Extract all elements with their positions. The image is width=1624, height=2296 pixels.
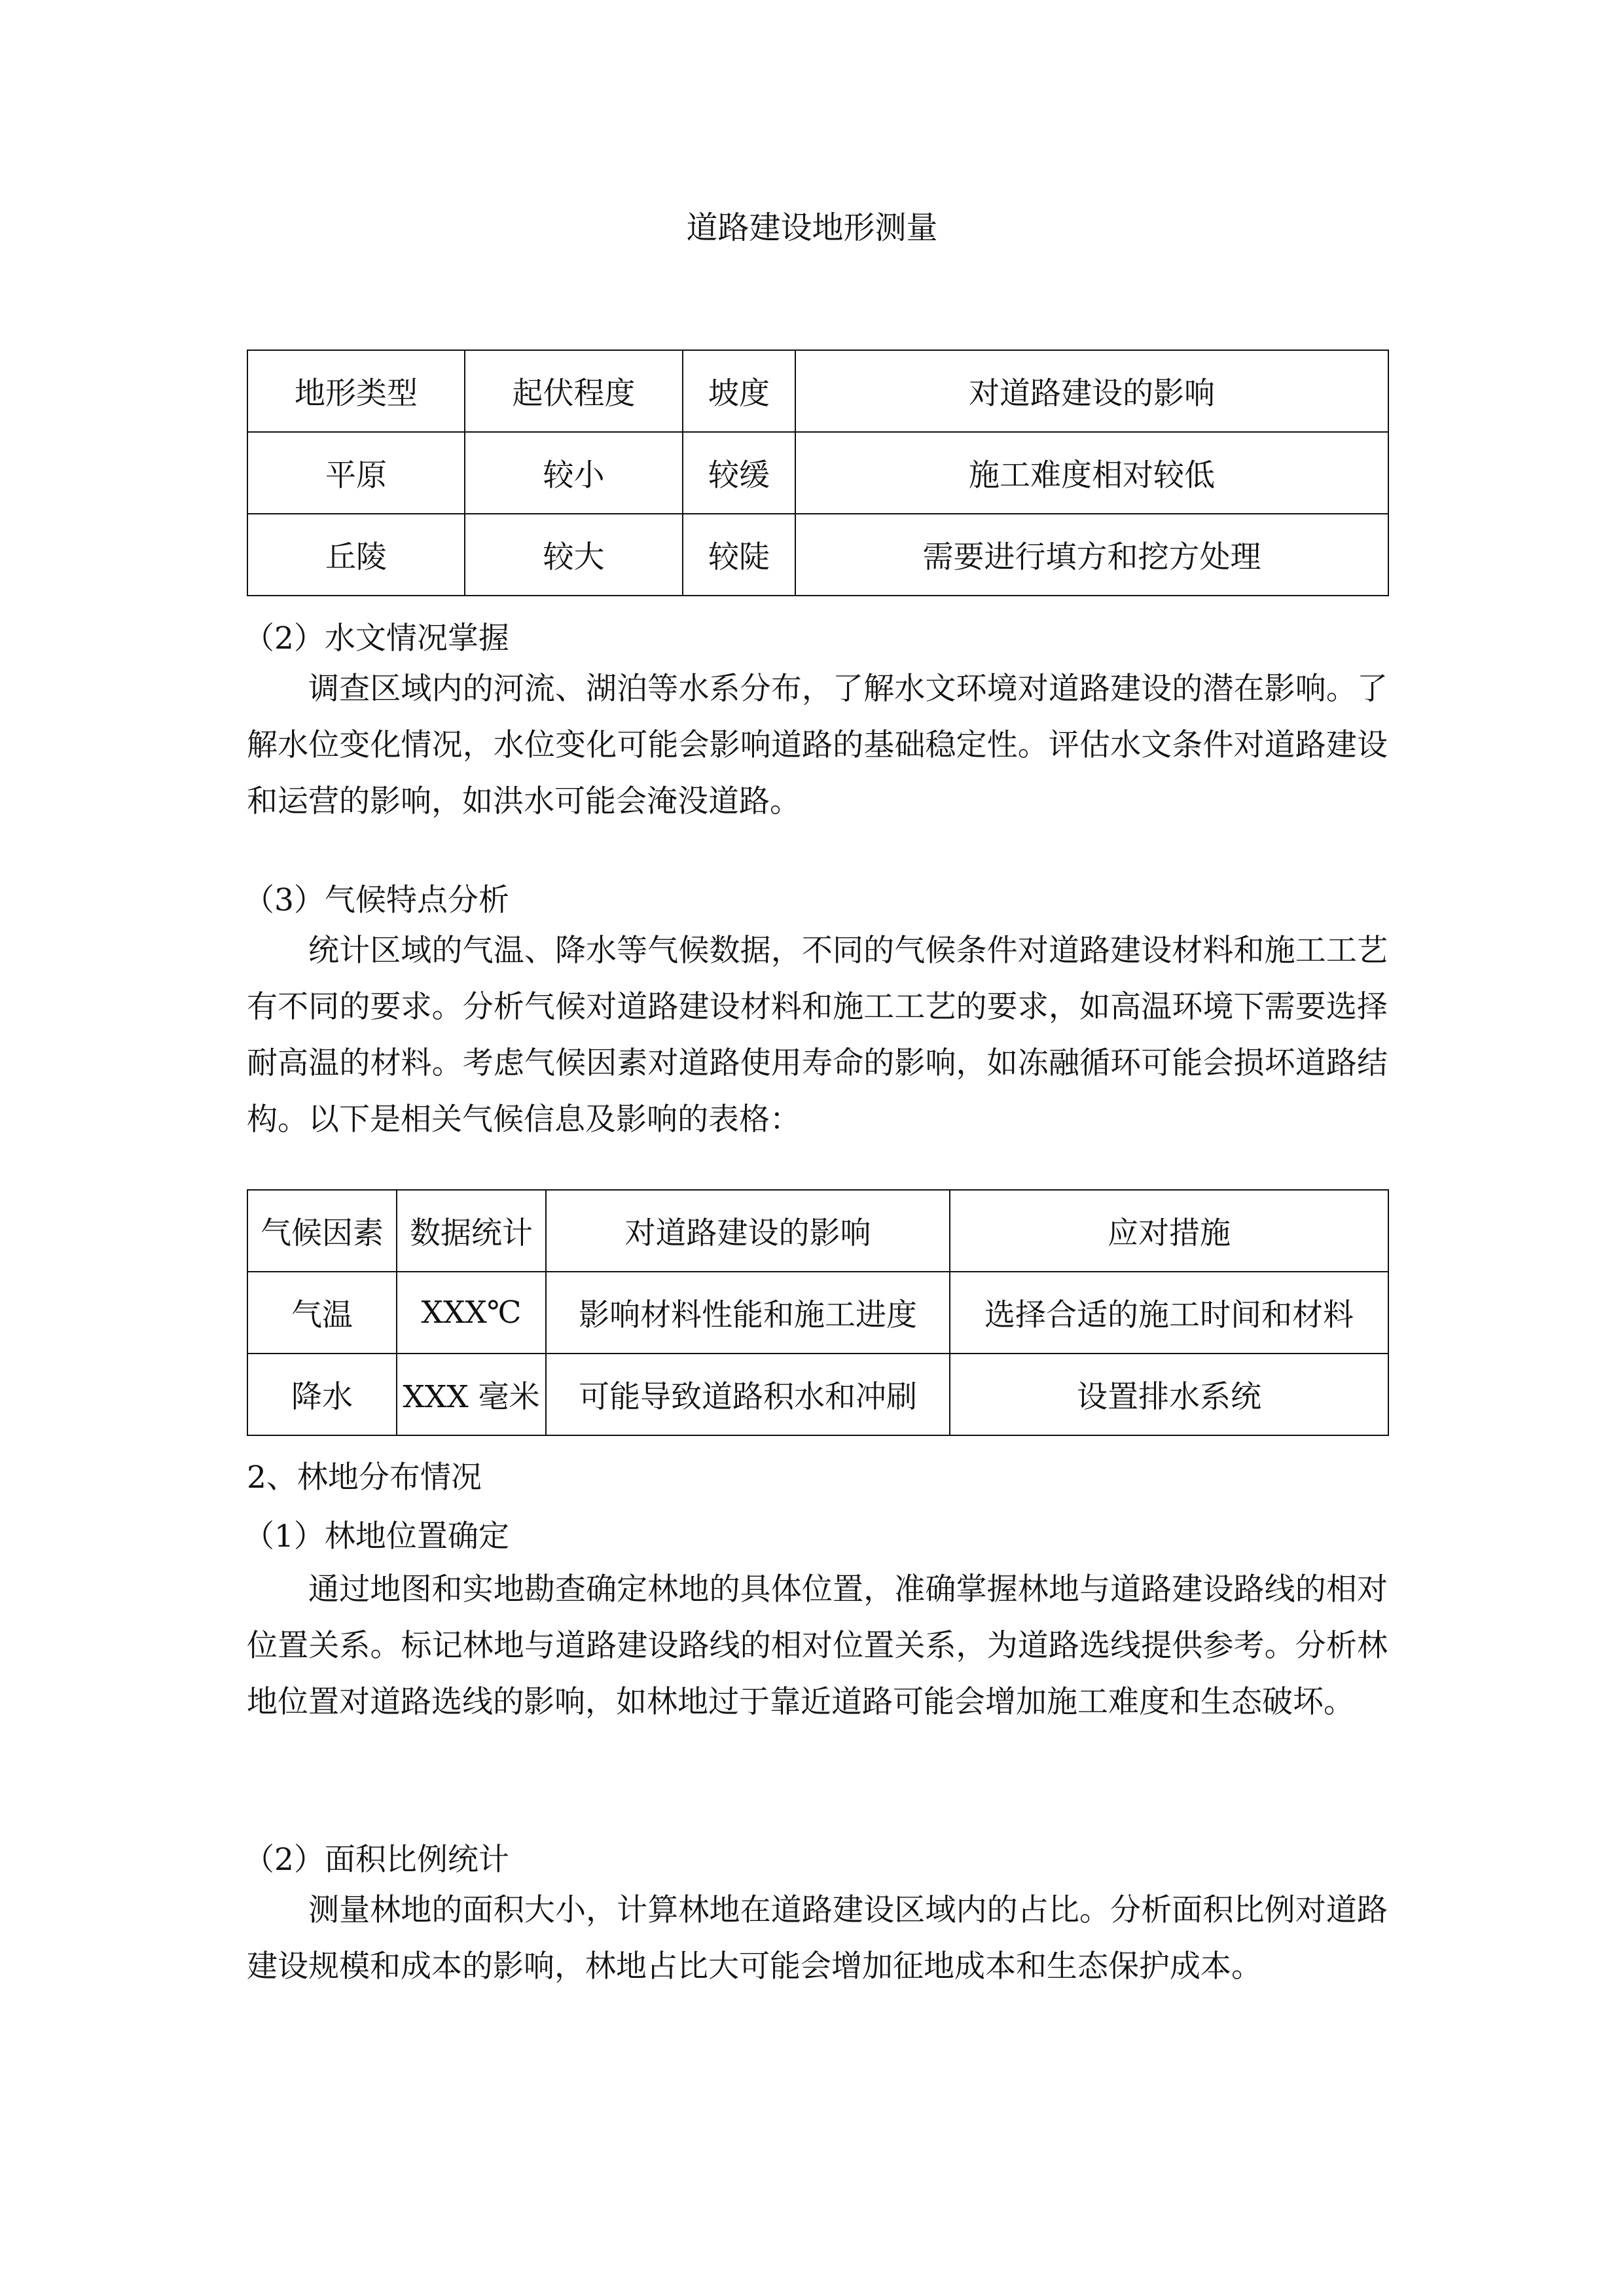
climate-table xyxy=(247,1189,1389,1436)
table-header-row xyxy=(247,350,1388,432)
forest-section-heading: 2、林地分布情况 xyxy=(247,1460,482,1496)
table-header-cell: 地形类型 xyxy=(247,350,465,432)
table-cell: 影响材料性能和施工进度 xyxy=(546,1272,950,1354)
forest-area-paragraph: 测量林地的面积大小，计算林地在道路建设区域内的占比。分析面积比例对道路建设规模和成本的影响，林地占比大可能会增加征地成本和生态保护成本。 xyxy=(247,1892,1388,1984)
forest-area-heading: （2）面积比例统计 xyxy=(244,1842,509,1878)
table-cell: 较小 xyxy=(465,432,683,514)
table-header-cell: 起伏程度 xyxy=(465,350,683,432)
table-cell: XXX 毫米 xyxy=(397,1354,546,1435)
table-cell: XXX℃ xyxy=(397,1272,546,1354)
climate-paragraph: 统计区域的气温、降水等气候数据，不同的气候条件对道路建设材料和施工工艺有不同的要求。分析气候对道路建设材料和施工工艺的要求，如高温环境下需要选择耐高温的材料。考虑气候因素对道路使用寿命的影响，如冻融循环可能会损坏道路结构。以下是相关气候信息及影响的表格： xyxy=(247,933,1388,1138)
table-row xyxy=(247,1272,1388,1354)
terrain-table xyxy=(247,350,1389,596)
table-header-row xyxy=(247,1190,1388,1272)
table-cell: 较陡 xyxy=(683,514,795,596)
table-cell: 选择合适的施工时间和材料 xyxy=(950,1272,1388,1354)
table-cell: 气温 xyxy=(247,1272,397,1354)
table-header-cell: 对道路建设的影响 xyxy=(546,1190,950,1272)
page-title: 道路建设地形测量 xyxy=(686,209,938,246)
table-header-cell: 对道路建设的影响 xyxy=(795,350,1388,432)
table-row xyxy=(247,1354,1388,1435)
table-row xyxy=(247,432,1388,514)
table-row xyxy=(247,514,1388,596)
table-header-cell: 数据统计 xyxy=(397,1190,546,1272)
forest-location-paragraph: 通过地图和实地勘查确定林地的具体位置，准确掌握林地与道路建设路线的相对位置关系。标记林地与道路建设路线的相对位置关系，为道路选线提供参考。分析林地位置对道路选线的影响，如林地过于靠近道路可能会增加施工难度和生态破坏。 xyxy=(247,1571,1388,1720)
table-cell: 较大 xyxy=(465,514,683,596)
table-header-cell: 坡度 xyxy=(683,350,795,432)
table-cell: 可能导致道路积水和冲刷 xyxy=(546,1354,950,1435)
climate-heading: （3）气候特点分析 xyxy=(244,882,509,918)
table-cell: 降水 xyxy=(247,1354,397,1435)
hydrology-paragraph: 调查区域内的河流、湖泊等水系分布，了解水文环境对道路建设的潜在影响。了解水位变化情况，水位变化可能会影响道路的基础稳定性。评估水文条件对道路建设和运营的影响，如洪水可能会淹没道路。 xyxy=(247,671,1388,819)
hydrology-heading: （2）水文情况掌握 xyxy=(244,620,509,656)
table-header-cell: 气候因素 xyxy=(247,1190,397,1272)
table-header-cell: 应对措施 xyxy=(950,1190,1388,1272)
table-cell: 设置排水系统 xyxy=(950,1354,1388,1435)
table-cell: 平原 xyxy=(247,432,465,514)
forest-location-heading: （1）林地位置确定 xyxy=(244,1518,509,1554)
table-cell: 较缓 xyxy=(683,432,795,514)
table-cell: 丘陵 xyxy=(247,514,465,596)
table-cell: 需要进行填方和挖方处理 xyxy=(795,514,1388,596)
table-cell: 施工难度相对较低 xyxy=(795,432,1388,514)
